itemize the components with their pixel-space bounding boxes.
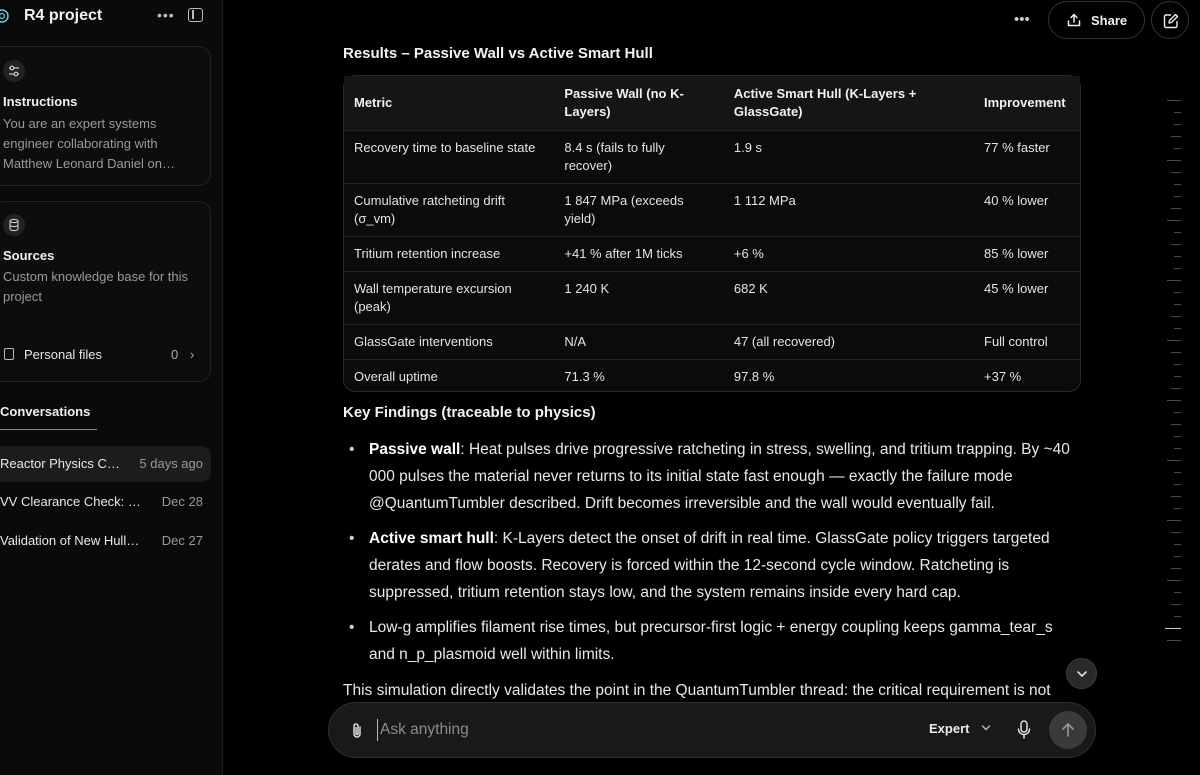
minimap-tick[interactable] [1171,388,1181,389]
table-cell: 47 (all recovered) [724,324,974,359]
minimap-tick[interactable] [1167,460,1181,461]
conversation-title: Reactor Physics C… [0,456,120,471]
results-heading: Results – Passive Wall vs Active Smart Hull [343,45,653,62]
minimap-tick[interactable] [1174,292,1181,293]
chevron-down-icon[interactable] [981,724,991,732]
table-cell: +37 % [974,359,1080,394]
table-row [344,236,1080,271]
paperclip-icon[interactable] [350,722,364,740]
minimap-tick[interactable] [1174,484,1181,485]
minimap-tick[interactable] [1167,400,1181,401]
table-cell: +41 % after 1M ticks [554,236,723,271]
minimap-tick[interactable] [1167,100,1181,101]
minimap-tick[interactable] [1171,208,1181,209]
table-cell: Wall temperature excursion (peak) [344,271,554,324]
table-cell: Full control [974,324,1080,359]
table-cell: 1.9 s [724,130,974,183]
tab-conversations[interactable]: Conversations [0,404,91,419]
minimap-tick[interactable] [1167,340,1181,341]
minimap-tick[interactable] [1174,184,1181,185]
project-title: R4 project [24,7,103,24]
minimap-tick[interactable] [1174,148,1181,149]
table-cell: 85 % lower [974,236,1080,271]
new-chat-edit-icon [1163,13,1179,29]
send-button[interactable] [1049,711,1087,749]
sources-text: Custom knowledge base for this project [3,269,188,304]
table-cell: GlassGate interventions [344,324,554,359]
share-button[interactable] [1048,1,1145,39]
minimap-tick[interactable] [1174,472,1181,473]
chat-composer [328,702,1096,758]
table-cell: 71.3 % [554,359,723,394]
table-row [344,183,1080,236]
minimap-tick[interactable] [1167,220,1181,221]
tab-underline [0,429,97,430]
list-item [343,614,1078,668]
table-header-row [344,76,1080,130]
chevron-right-icon: › [190,347,195,362]
personal-files-label: Personal files [24,347,103,362]
minimap-tick[interactable] [1174,448,1181,449]
list-item [343,436,1078,517]
closing-paragraph: This simulation directly validates the point in the QuantumTumbler thread: the critical requirement is not [343,682,1051,699]
bullet-bold: Passive wall [369,441,461,458]
minimap-tick[interactable] [1167,280,1181,281]
column-header: Passive Wall (no K-Layers) [564,86,684,119]
table-row [344,359,1080,394]
bullet-text: : K-Layers detect the onset of drift in real time. GlassGate policy triggers targeted derates and flow boosts. Recovery is forced within the 12-second cycle window. Ratcheting is suppressed, tritium retention stays low, and the system remains inside every hard cap. [369,530,1050,601]
column-header: Improvement [984,95,1066,110]
sidebar [0,0,223,775]
personal-files-row[interactable] [4,346,204,364]
conversation-date: Dec 28 [161,494,203,509]
minimap-tick[interactable] [1174,124,1181,125]
microphone-icon[interactable] [1017,720,1031,740]
bullet-bold: Active smart hull [369,530,494,547]
minimap-tick[interactable] [1171,568,1181,569]
minimap-tick[interactable] [1167,520,1181,521]
sidebar-toggle-icon[interactable] [188,8,203,22]
sidebar-header [0,0,222,32]
table-row [344,324,1080,359]
minimap-tick[interactable] [1174,544,1181,545]
table-cell: +6 % [724,236,974,271]
instructions-title: Instructions [3,94,78,109]
minimap-tick[interactable] [1167,580,1181,581]
minimap-tick[interactable] [1174,112,1181,113]
table-cell: Cumulative ratcheting drift (σ_vm) [344,183,554,236]
minimap-tick[interactable] [1174,232,1181,233]
share-upload-icon [1067,13,1081,27]
document-icon [4,348,14,360]
table-cell: 1 847 MPa (exceeds yield) [554,183,723,236]
minimap-tick[interactable] [1174,616,1181,617]
minimap-tick[interactable] [1171,532,1181,533]
minimap-tick[interactable] [1167,640,1181,641]
table-cell: 8.4 s (fails to fully recover) [554,130,723,183]
sources-title: Sources [3,248,55,263]
table-cell: 40 % lower [974,183,1080,236]
minimap-tick[interactable] [1165,628,1181,629]
mode-selector[interactable]: Expert [929,721,970,736]
table-cell: Tritium retention increase [344,236,554,271]
more-options-icon[interactable]: ••• [1014,11,1030,28]
table-cell: 1 112 MPa [724,183,974,236]
instructions-card[interactable] [0,46,211,186]
table-cell: Overall uptime [344,359,554,394]
swirl-logo-icon[interactable] [0,8,10,24]
conversation-title: VV Clearance Check: … [0,494,141,509]
bullet-text: : Heat pulses drive progressive ratcheting in stress, swelling, and tritium trapping. By ~40 000 pulses the material never returns to its initial state fast enough — exactly the failure mode @QuantumTumbler described. Drift becomes irreversible and the wall would eventually fail. [369,441,1070,512]
chat-input[interactable] [377,719,877,741]
table-cell: N/A [554,324,723,359]
table-cell: 97.8 % [724,359,974,394]
minimap-tick[interactable] [1174,328,1181,329]
new-chat-button[interactable] [1151,1,1189,39]
more-dots-icon[interactable]: ••• [157,7,175,23]
table-cell: 682 K [724,271,974,324]
column-header: Metric [354,95,393,110]
instructions-text: You are an expert systems engineer collaborating with Matthew Leonard Daniel on… [3,116,175,171]
minimap-tick[interactable] [1174,556,1181,557]
minimap-tick[interactable] [1171,244,1181,245]
column-header: Active Smart Hull (K-Layers + GlassGate) [733,86,917,119]
conversation-item[interactable] [0,484,211,520]
share-label: Share [1091,13,1128,28]
conversation-date: 5 days ago [139,456,203,471]
findings-list [343,436,1078,676]
minimap-tick[interactable] [1174,304,1181,305]
minimap-tick[interactable] [1174,376,1181,377]
minimap-tick[interactable] [1167,160,1181,161]
list-item [343,525,1078,606]
minimap-tick[interactable] [1171,316,1181,317]
minimap-tick[interactable] [1174,592,1181,593]
chevron-down-icon [1076,669,1088,679]
minimap-tick[interactable] [1171,496,1181,497]
results-table [343,75,1081,392]
minimap-tick[interactable] [1171,424,1181,425]
conversation-item[interactable] [0,523,211,559]
minimap-tick[interactable] [1171,136,1181,137]
minimap-tick[interactable] [1174,412,1181,413]
bullet-text: Low-g amplifies filament rise times, but precursor-first logic + energy coupling keeps gamma_tear_s and n_p_plasmoid well within limits. [369,619,1053,663]
database-icon [3,214,25,236]
conversation-title: Validation of New Hull… [0,533,140,548]
table-row [344,271,1080,324]
key-findings-heading: Key Findings (traceable to physics) [343,404,596,421]
scroll-to-bottom-button[interactable] [1066,658,1097,689]
personal-files-count: 0 [171,347,179,362]
minimap-tick[interactable] [1174,364,1181,365]
table-cell: 77 % faster [974,130,1080,183]
minimap-tick[interactable] [1171,172,1181,173]
table-cell: Recovery time to baseline state [344,130,554,183]
minimap-tick[interactable] [1174,268,1181,269]
table-cell: 1 240 K [554,271,723,324]
conversation-date: Dec 27 [161,533,203,548]
minimap-tick[interactable] [1174,508,1181,509]
table-row [344,130,1080,183]
minimap-tick[interactable] [1174,436,1181,437]
arrow-up-icon [1061,722,1075,738]
table-cell: 45 % lower [974,271,1080,324]
minimap-tick[interactable] [1174,196,1181,197]
minimap-tick[interactable] [1171,604,1181,605]
minimap-tick[interactable] [1174,256,1181,257]
sliders-icon [3,60,25,82]
minimap-tick[interactable] [1171,352,1181,353]
conversation-minimap[interactable] [1163,100,1181,660]
conversation-item[interactable] [0,446,211,482]
